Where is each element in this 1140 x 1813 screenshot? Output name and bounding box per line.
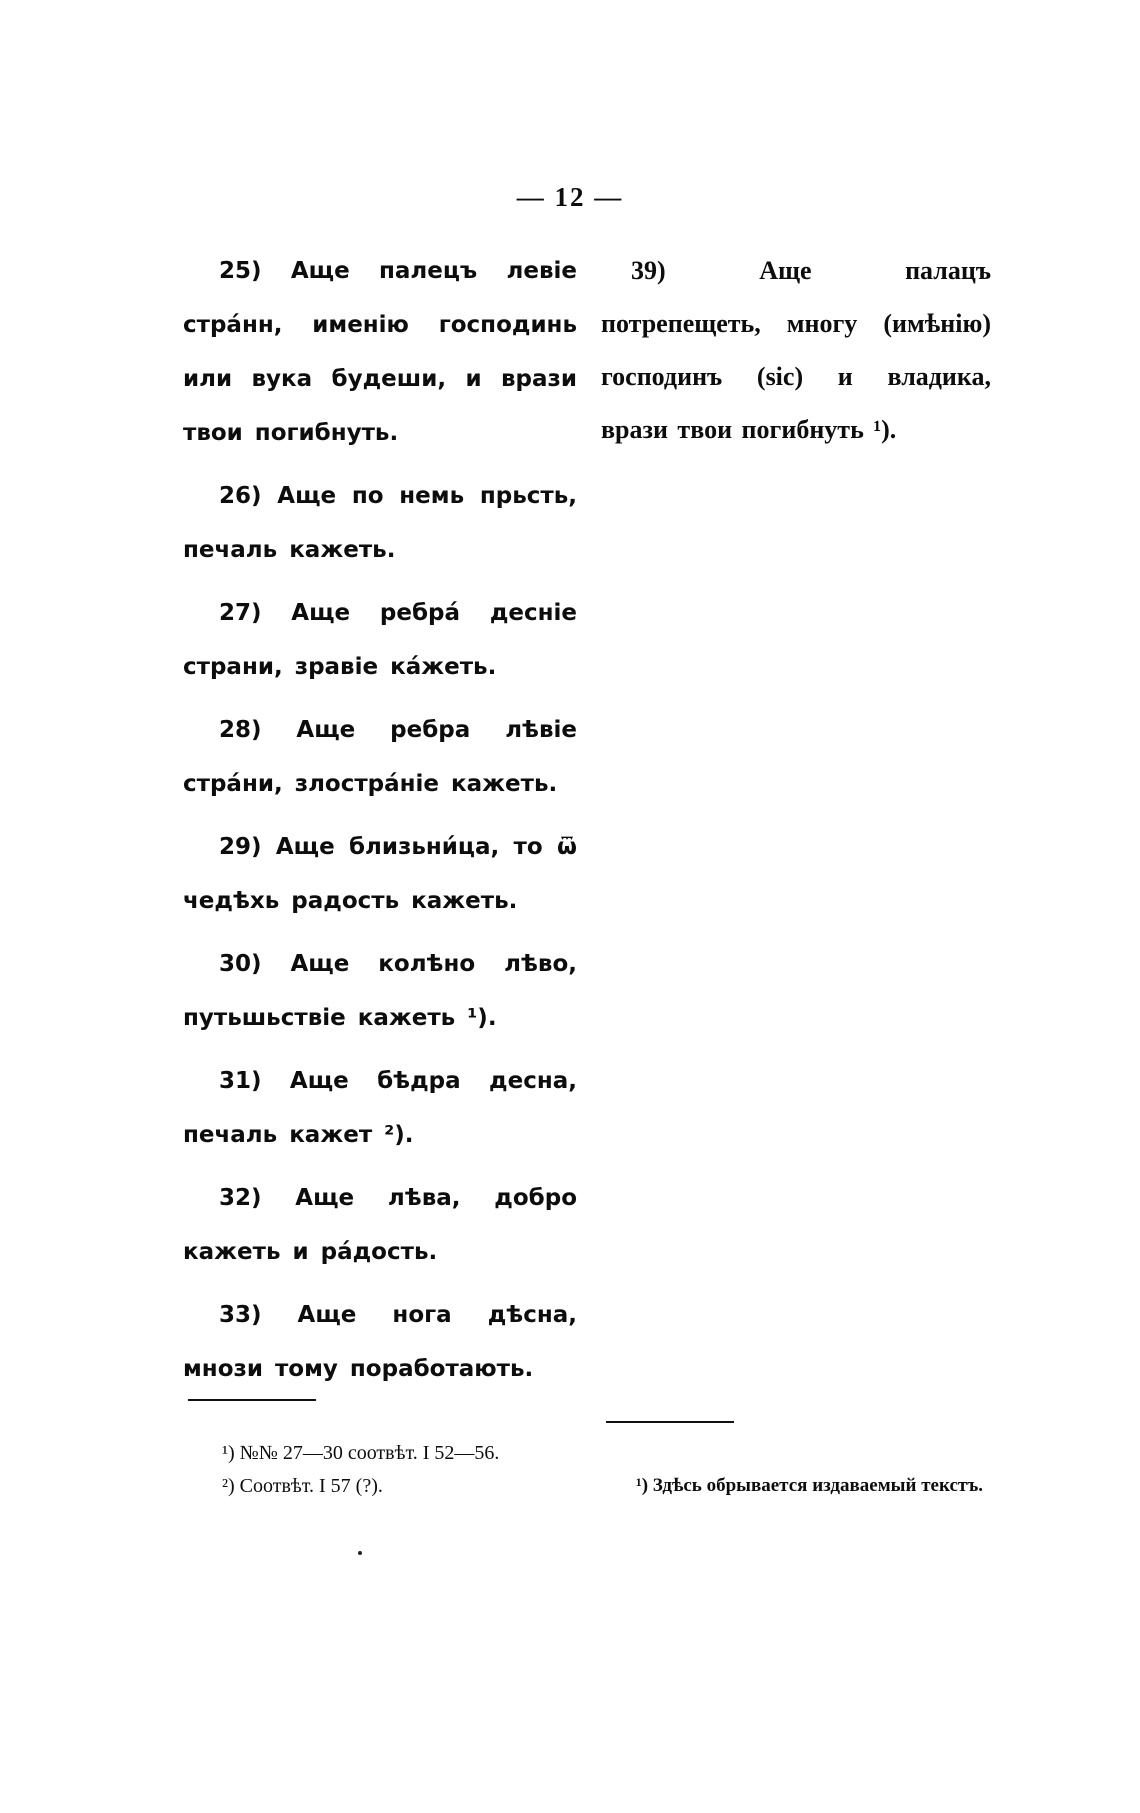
page-number: — 12 — bbox=[516, 182, 624, 212]
left-column bbox=[183, 244, 577, 1405]
footnote-rule-left bbox=[188, 1399, 316, 1401]
footnote-rule-right bbox=[606, 1421, 734, 1423]
entry-26: 26) Аще по немь прьсть, печаль кажеть. bbox=[183, 483, 577, 563]
entry-32: 32) Аще лѣва, добро кажеть и ра́дость. bbox=[183, 1185, 577, 1265]
entry-27: 27) Аще ребра́ десніе страни, зравіе ка́жеть. bbox=[183, 600, 577, 680]
entry-30: 30) Аще колѣно лѣво, путьшьствіе кажеть ¹). bbox=[183, 951, 577, 1031]
entry-31: 31) Аще бѣдра десна, печаль кажет ²). bbox=[183, 1068, 577, 1148]
footnote-left-2: ²) Соотвѣт. I 57 (?). bbox=[222, 1475, 383, 1497]
right-column bbox=[601, 244, 991, 456]
print-speck bbox=[358, 1551, 362, 1555]
entry-28: 28) Аще ребра лѣвіе стра́ни, злостра́ніе кажеть. bbox=[183, 717, 577, 797]
footnote-left-1: ¹) №№ 27—30 соотвѣт. I 52—56. bbox=[222, 1442, 500, 1464]
entry-33: 33) Аще нога дѣсна, мнози тому поработають. bbox=[183, 1302, 577, 1382]
footnote-right-1: ¹) Здѣсь обрывается издаваемый текстъ. bbox=[636, 1475, 984, 1496]
footnotes-left bbox=[222, 1437, 602, 1503]
entry-39: 39) Аще палацъ потрепещеть, многу (имѣнію) господинъ (sic) и владика, врази твои погибнуть ¹). bbox=[601, 256, 991, 444]
entry-29: 29) Аще близьни́ца, то ѿ чедѣхь радость кажеть. bbox=[183, 834, 577, 914]
entry-25: 25) Аще палецъ левіе стра́нн, именію господинь или вука будеши, и врази твои погибнуть. bbox=[183, 258, 577, 446]
footnotes-right bbox=[606, 1468, 996, 1503]
